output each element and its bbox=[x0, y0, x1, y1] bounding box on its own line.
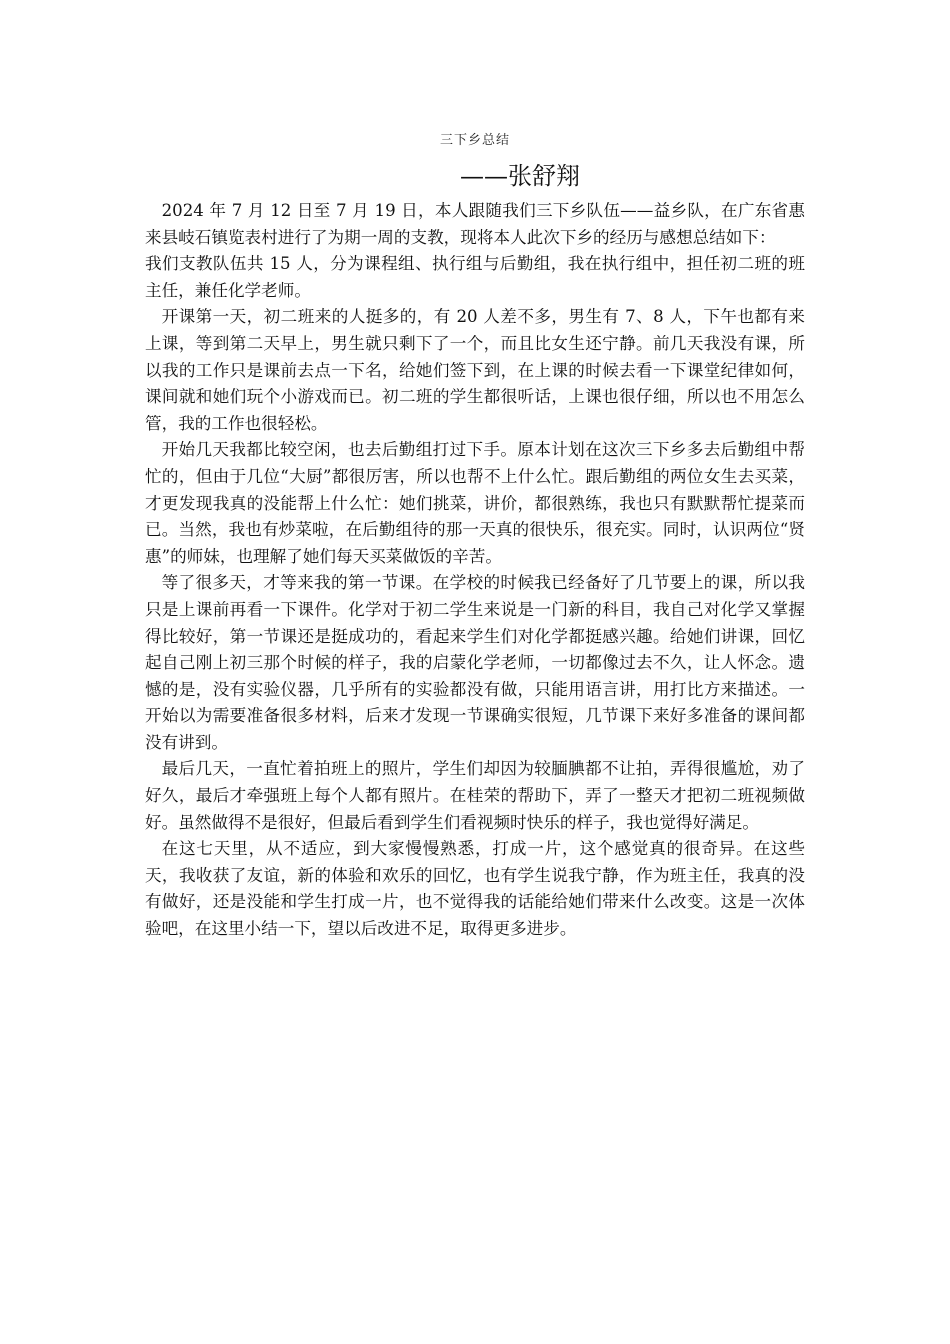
paragraph-logistics: 开始几天我都比较空闲，也去后勤组打过下手。原本计划在这次三下乡多去后勤组中帮忙的，但由于几位“大厨”都很厉害，所以也帮不上什么忙。跟后勤组的两位女生去买菜，才更发现我真的没能帮上什么忙：她们挑菜，讲价，都很熟练，我也只有默默帮忙提菜而已。当然，我也有炒菜啦，在后勤组待的那一天真的很快乐，很充实。同时，认识两位“贤惠”的师妹，也理解了她们每天买菜做饭的辛苦。 bbox=[145, 440, 805, 566]
paragraph-intro: 2024 年 7 月 12 日至 7 月 19 日，本人跟随我们三下乡队伍——益乡队，在广东省惠来县岐石镇览表村进行了为期一周的支教，现将本人此次下乡的经历与感想总结如下： bbox=[145, 201, 805, 247]
document-title: 三下乡总结 bbox=[439, 133, 510, 148]
document-author: ——张舒翔 bbox=[460, 162, 580, 190]
paragraph-first-day: 开课第一天，初二班来的人挺多的，有 20 人差不多，男生有 7、8 人，下午也都有来上课，等到第二天早上，男生就只剩下了一个，而且比女生还宁静。前几天我没有课，所以我的工作只是课前去点一下名，给她们签下到，在上课的时候去看一下课堂纪律如何，课间就和她们玩个小游戏而已。初二班的学生都很听话，上课也很仔细，所以也不用怎么管，我的工作也很轻松。 bbox=[145, 307, 805, 433]
paragraph-first-lesson: 等了很多天，才等来我的第一节课。在学校的时候我已经备好了几节要上的课，所以我只是上课前再看一下课件。化学对于初二学生来说是一门新的科目，我自己对化学又掌握得比较好，第一节课还是挺成功的，看起来学生们对化学都挺感兴趣。给她们讲课，回忆起自己刚上初三那个时候的样子，我的启蒙化学老师，一切都像过去不久，让人怀念。遗憾的是，没有实验仪器，几乎所有的实验都没有做，只能用语言讲，用打比方来描述。一开始以为需要准备很多材料，后来才发现一节课确实很短，几节课下来好多准备的课间都没有讲到。 bbox=[145, 573, 805, 752]
paragraph-last-days: 最后几天，一直忙着拍班上的照片，学生们却因为较腼腆都不让拍，弄得很尴尬，劝了好久，最后才牵强班上每个人都有照片。在桂荣的帮助下，弄了一整天才把初二班视频做好。虽然做得不是很好，但最后看到学生们看视频时快乐的样子，我也觉得好满足。 bbox=[145, 759, 805, 832]
document-body bbox=[145, 198, 805, 943]
paragraph-team: 我们支教队伍共 15 人，分为课程组、执行组与后勤组，我在执行组中，担任初二班的班主任，兼任化学老师。 bbox=[145, 254, 805, 300]
paragraph-conclusion: 在这七天里，从不适应，到大家慢慢熟悉，打成一片，这个感觉真的很奇异。在这些天，我收获了友谊，新的体验和欢乐的回忆，也有学生说我宁静，作为班主任，我真的没有做好，还是没能和学生打成一片，也不觉得我的话能给她们带来什么改变。这是一次体验吧，在这里小结一下，望以后改进不足，取得更多进步。 bbox=[145, 839, 805, 939]
